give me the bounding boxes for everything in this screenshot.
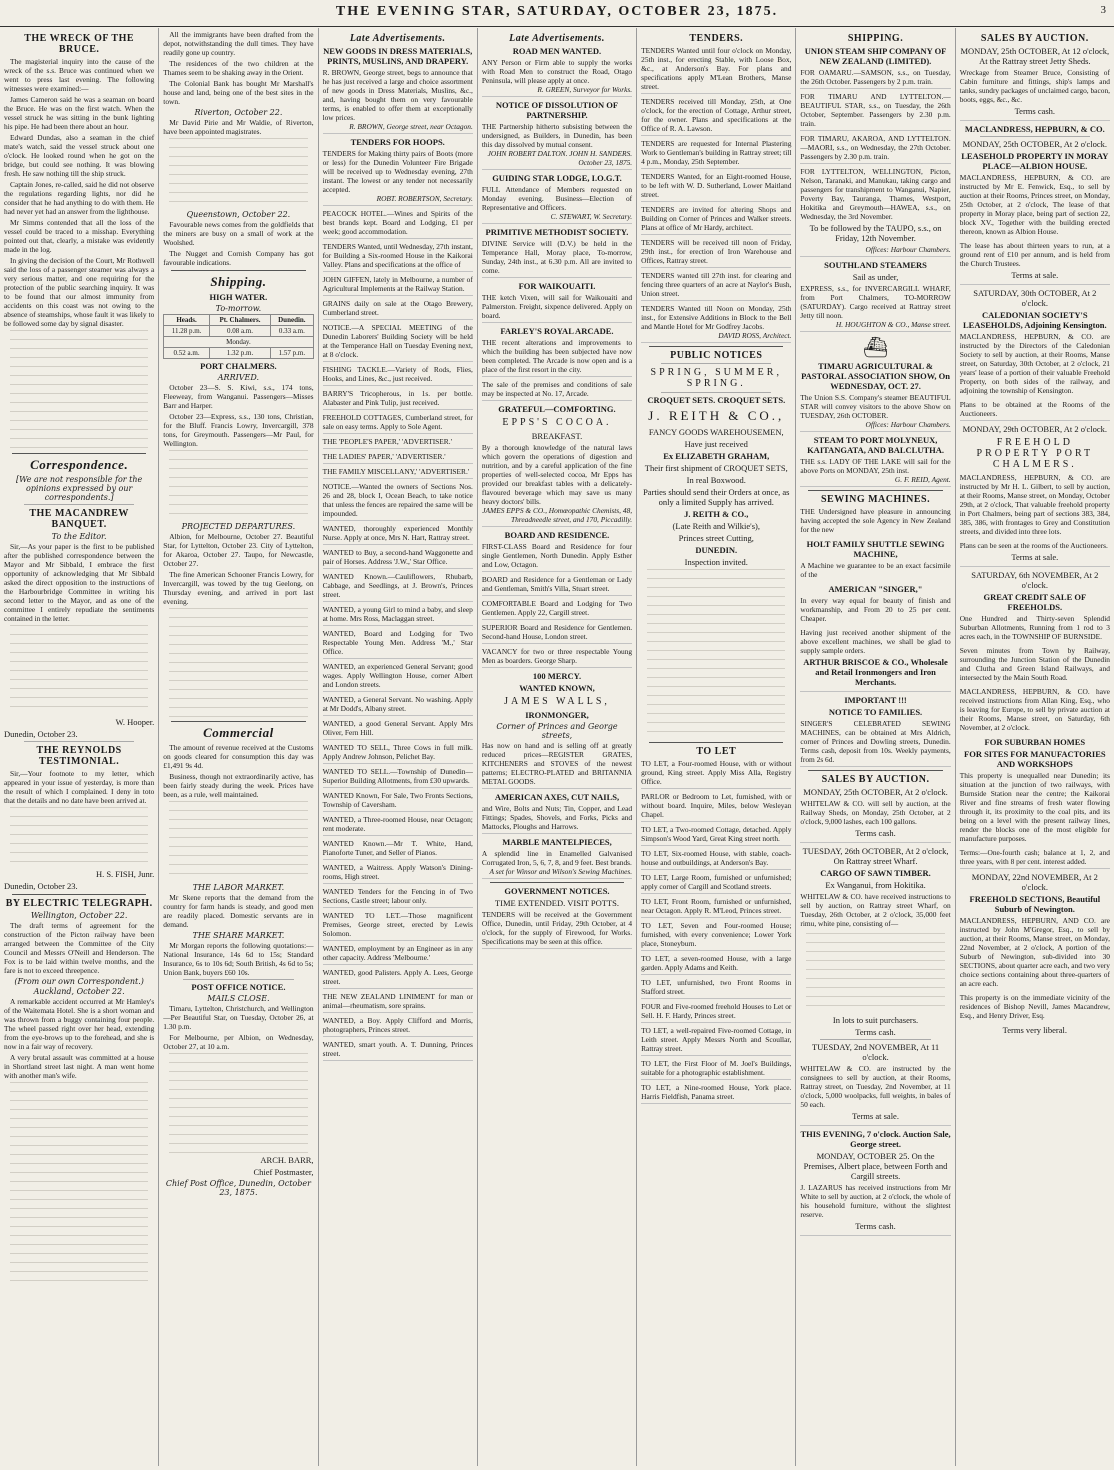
advertisement: WANTED Known, For Sale, Two Fronts Sections, Township of Caversham. [323, 791, 473, 812]
advertisement: NOTICE.—Wanted the owners of Sections Nos. 26 and 28, block I, Ocean Beach, to take notice that unless the fences are repaired the same will be impounded. [323, 482, 473, 521]
section-heading-correspondence: Correspondence. [30, 457, 129, 472]
to-let-ad: FOUR and Five-roomed freehold Houses to Let or Sell. H. F. Hardy, Princes street. [641, 1002, 791, 1023]
advertisement: DIVINE Service will (D.V.) be held in the Temperance Hall, Moray place, To-morrow, Sunday, 24th inst., at 6.30 p.m. All are invited to come. [482, 239, 632, 278]
advertisement: WANTED, a Waitress. Apply Watson's Dining-rooms, High street. [323, 863, 473, 884]
auction-subheading: Ex Wanganui, from Hokitika. [825, 880, 926, 890]
column-text-block [169, 138, 307, 208]
letter-signature: W. Hooper. [115, 717, 155, 727]
section-heading-tenders: TENDERS. [689, 33, 744, 44]
divider [171, 270, 305, 271]
to-let-ad: TO LET, Front Room, furnished or unfurnished, near Octagon. Apply R. M'Leod, Princes street. [641, 897, 791, 918]
newspaper-columns [0, 28, 1114, 1466]
headline-banquet: THE MACANDREW BANQUET. [29, 508, 129, 530]
arrived-heading: ARRIVED. [217, 373, 260, 382]
column-text-block [10, 330, 148, 450]
column-text-block [169, 450, 307, 520]
tide-col-dunedin: Dunedin. [271, 315, 313, 326]
auctioneer-name: MACLANDRESS, HEPBURN, & CO. [964, 124, 1105, 134]
article-paragraph: In giving the decision of the Court, Mr Rothwell said the loss of a passenger steamer was always a very serious matter, and one requiring for the protection of the public searching inquiry. It was to be found that our almost immunity from accidents on this coast was not owing to the absence of steamships, whose fault it was likely to be followed some day by signal disaster. [4, 256, 155, 328]
to-let-ad: TO LET, unfurnished, two Front Rooms in Stafford street. [641, 978, 791, 999]
to-let-ad: TO LET, Large Room, furnished or unfurnished; apply corner of Cargill and Scotland streets. [641, 873, 791, 894]
tide-cell: 0.33 a.m. [271, 326, 313, 337]
auction-date: MONDAY, 25th OCTOBER, At 2 o'clock. [803, 787, 948, 797]
notice-heading: IMPORTANT !!! [844, 695, 907, 705]
ad-heading: TENDERS FOR HOOPS. [350, 137, 445, 147]
letter-date: Dunedin, October 23. [4, 881, 78, 891]
advertisement: TENDERS for Making thirty pairs of Boots (more or less) for the Dunedin Volunteer Fire Brigade will be received up to Wednesday evening, 27th instant. The lowest or any tender not necessarily accepted. ROBT. ROBERTSON, Secretary. [323, 149, 473, 206]
advertisement: THE 'PEOPLE'S PAPER,' 'ADVERTISER.' [323, 437, 473, 449]
auction-terms: Terms cash. [855, 1027, 896, 1037]
ad-heading: GUIDING STAR LODGE, I.O.G.T. [492, 173, 622, 183]
letter-date: Dunedin, October 23. [4, 729, 78, 739]
ad-heading: NEW GOODS IN DRESS MATERIALS, PRINTS, MUSLINS, AND DRAPERY. [323, 46, 473, 66]
divider [649, 742, 783, 743]
newspaper-title: THE EVENING STAR, SATURDAY, OCTOBER 23, 1875. [335, 4, 779, 19]
ad-heading: AMERICAN AXES, CUT NAILS, [494, 792, 620, 802]
timber-list [806, 933, 944, 1013]
masthead [0, 0, 1114, 27]
advertisement: TENDERS Wanted, until Wednesday, 27th instant, for Building a Six-roomed House in the Kaikorai Valley. Plans and specifications at the office of [323, 242, 473, 272]
editor-note: [We are not responsible for the opinions expressed by our correspondents.] [16, 475, 143, 502]
advertisement: WANTED, an experienced General Servant; good wages. Apply Wellington House, corner Albert and London streets. [323, 662, 473, 692]
auction-ad: MACLANDRESS, HEPBURN, AND CO. are instructed by John M'Gregor, Esq., to sell by auction, at their Rooms, Manse street, on Monday, 22nd November, at 2 o'clock, A portion of the Suburb of Newington, sub-divided into 30 SECTIONS, about quarter acre each, and two very choice sections containing about three-quarters of an acre each. [959, 916, 1110, 988]
tide-cell: 11.28 p.m. [164, 326, 210, 337]
sewing-ad: In every way equal for beauty of finish and workmanship, and From 20 to 25 per cent. Cheaper. [800, 596, 951, 623]
divider [24, 504, 134, 505]
ad-subheading: Sail as under, [852, 272, 899, 282]
auction-ad: Seven minutes from Town by Railway, surrounding the Junction Station of the Dunedin and Clutha and Green Island Railways, and intersected by the Main South Road. [959, 646, 1110, 682]
advertisement: SUPERIOR Board and Residence for Gentlemen. Second-hand House, London street. [482, 623, 632, 644]
mail-paragraph: For Melbourne, per Albion, on Wednesday, October 27, at 10 a.m. [163, 1033, 314, 1051]
auction-date: TUESDAY, 26th OCTOBER, At 2 o'clock, On Rattray street Wharf. [802, 846, 949, 866]
sewing-ad: SINGER'S CELEBRATED SEWING MACHINES, can be obtained at Mrs Aldrich, corner of Princes and Dowling streets, Dunedin. Terms cash, deposit from 10s. Weekly payments, from 2s 6d. [800, 719, 950, 767]
column-text-block [169, 608, 307, 718]
advertisement: WANTED Known.—Mr T. White, Hand, Pianoforte Tuner, and Seller of Pianos. [323, 839, 473, 860]
to-let-ad: TO LET, the First Floor of M. Joel's Buildings, suitable for a photographic establishment. [641, 1059, 791, 1080]
advertisement: R. BROWN, George street, begs to announce that he has just received a large and choice assortment of new goods in Dress Materials, Muslins, &c., and, having bought them on very favourable terms, is enabled to offer them at exceptionally low prices. R. BROWN, George street, near Octagon. [323, 68, 473, 134]
shipping-ad: FOR LYTTELTON, WELLINGTON, Picton, Nelson, Taranaki, and Manukau, taking cargo and passengers for transhipment to Wanganui, Napier, Poverty Bay, Tauranga, Thames, Westport, Hokitika and Greymouth—HAWEA, s.s., on Wednesday, the 3rd November. To be followed by the TAUPO, s.s., on Friday, 12th November. Offices: Harbour Chambers. [800, 167, 950, 257]
column-text-block [169, 1053, 307, 1153]
divider [12, 894, 146, 895]
column-text-block [10, 1082, 148, 1282]
ad-heading: FARLEY'S ROYAL ARCADE. [500, 326, 614, 336]
advertisement: JOHN GIFFEN, lately in Melbourne, a number of Agricultural Implements at the Railway Station. [323, 275, 473, 296]
section-heading-shipping-ads: SHIPPING. [847, 33, 904, 44]
ad-heading: PRIMITIVE METHODIST SOCIETY. [485, 227, 629, 237]
advertisement: FULL Attendance of Members requested on Monday evening. Business—Election of Representative and Officers. C. STEWART, W. Secretary. [482, 185, 632, 224]
auction-ad: MACLANDRESS, HEPBURN, & CO. are instructed by Mr H. L. Gilbert, to sell by auction, at their Rooms, Manse street, on Monday, October 29th, at 2 o'clock, That valuable freehold property in Port Chalmers, being part of sections 383, 384, 385, 386, with frontages to Grey and Constitution streets, and divided into three lots. [959, 473, 1110, 536]
ad-heading: MARBLE MANTELPIECES, [502, 837, 612, 847]
shipping-paragraph: October 23—Express, s.s., 130 tons, Christian, for the Bluff. Francis Lowry, Invercargill, 378 tons, for Greymouth. Passengers—Mr Paul, for Wellington. [163, 412, 314, 448]
divider [24, 741, 134, 742]
advertisement: The sale of the premises and conditions of sale may be inspected at No. 17, Arcade. [482, 380, 632, 401]
advertisement: WANTED, thoroughly experienced Monthly Nurse. Apply at once, Mrs N. Hart, Rattray street. [323, 524, 473, 545]
advertisement: WANTED, a Boy. Apply Clifford and Morris, photographers, Princes street. [323, 1016, 473, 1037]
divider [808, 490, 942, 491]
shipping-ad: The Union S.S. Company's steamer BEAUTIFUL STAR will convey visitors to the above Show on TUESDAY, 26th OCTOBER. Offices: Harbour Chambers. [800, 393, 950, 432]
auction-heading: LEASEHOLD PROPERTY IN MORAY PLACE—ALBION HOUSE. [961, 151, 1109, 171]
divider [661, 363, 771, 364]
section-heading-sewing: SEWING MACHINES. [820, 494, 931, 505]
steamship-icon: ⛴ [862, 335, 889, 359]
reith-city: DUNEDIN. [695, 545, 738, 555]
shipping-paragraph: October 23—S. S. Kiwi, s.s., 174 tons, Fleeweay, from Wanganui. Passengers—Misses Barr and Harper. [163, 383, 314, 410]
column-6 [796, 28, 955, 1466]
tide-day: Monday. [164, 337, 313, 348]
departures-heading: PROJECTED DEPARTURES. [181, 522, 296, 531]
reith-line: (Late Reith and Wilkie's), [672, 521, 760, 531]
post-office-date: Chief Post Office, Dunedin, October 23, 1875. [165, 1179, 311, 1197]
tender-ad: TENDERS Wanted, for an Eight-roomed House, to be left with W. D. Sutherland, Lower Maitland street. [641, 172, 791, 202]
auction-date: MONDAY, OCTOBER 25. On the Premises, Albert place, between Forth and Cargill streets. [803, 1151, 948, 1181]
reith-name: J. REITH & CO., [684, 509, 749, 519]
ad-heading: WANTED KNOWN, [519, 683, 595, 693]
auction-ad: Terms:—One-fourth cash; balance at 1, 2, and three years, with 8 per cent. interest added. [960, 848, 1110, 869]
auction-ad: MACLANDRESS, HEPBURN, & CO. have received instructions from Allan King, Esq., who is leaving for Europe, to sell by private auction at their Rooms, Manse street, on Saturday, 6th November, at 2 o'clock. [959, 687, 1110, 732]
auction-ad: This property is unequalled near Dunedin; its situation at the junction of two railways, with Burnside Station near the centre; the Kaikorai River and fine streams of fresh water flowing through it, its proximity to the coal pits, and its being on a level with the present railway lines, render the blocks one of the most eligible for manufacture purposes. [959, 771, 1110, 843]
shipping-ad: FOR TIMARU, AKAROA, AND LYTTELTON.—MAORI, s.s., on Wednesday, the 27th October. Passengers by 2.30 p.m. train. [800, 134, 950, 164]
tide-table [163, 314, 313, 359]
advertisement: TENDERS will be received at the Government Office, Dunedin, until Friday, 29th October, at 4 o'clock, for the supply of Firewood, for Works. Specifications may be seen at this office. [482, 910, 632, 949]
commercial-paragraph: Mr Morgan reports the following quotations:—National Insurance, 14s 6d to 15s; Standard Insurance, 6s to 10s 6d; South British, 4s 6d to 5s; Union Bank, buyers £60 10s. [163, 941, 314, 977]
commercial-paragraph: Business, though not extraordinarily active, has been fairly steady during the week. Prices have been, as a rule, well maintained. [163, 772, 314, 799]
dateline: Auckland, October 22. [33, 987, 125, 996]
dateline: Riverton, October 22. [194, 108, 283, 117]
auction-date: SATURDAY, 6th NOVEMBER, At 2 o'clock. [971, 570, 1099, 590]
advertisement: THE Partnership hitherto subsisting between the undersigned, as Builders, in Dunedin, has been this day dissolved by mutual consent. JOHN ROBERT DALTON. JOHN H. SANDERS. October 23, 1875. [482, 122, 632, 170]
reith-line: Princes street Cutting, [678, 533, 754, 543]
auction-heading: FREEHOLD SECTIONS, Beautiful Suburb of Newington. [969, 894, 1101, 914]
auction-ad: MACLANDRESS, HEPBURN, & CO. are instructed by Mr E. Fenwick, Esq., to sell by auction at their Rooms, Princes street, on Monday, 25th October, at 2 o'clock, The lease of that property in Moray place, being part of section 22, block XV., Together with the building erected thereon, known as Albion House. [959, 173, 1110, 236]
to-let-ad: TO LET, Seven and Four-roomed House; furnished, with every convenience; Lower York place, Stoneyburn. [641, 921, 791, 951]
commercial-paragraph: The amount of revenue received at the Customs on goods cleared for consumption this day was £1,491 9s 4d. [163, 743, 314, 770]
divider [183, 979, 293, 980]
tender-ad: TENDERS Wanted till Noon on Monday, 25th inst., for Extensive Additions in Block to the Bell and Mantle Hotel for Mr Godfrey Jacobs. DAVID ROSS, Architect. [641, 304, 791, 343]
advertisement: WANTED TO SELL, Three Cows in full milk. Apply Andrew Johnson, Pelichet Bay. [323, 743, 473, 764]
auction-ad: WHITELAW & CO. have received instructions to sell by auction, on Rattray street Wharf, on Tuesday, 26th October, at 2 o'clock, 35,000 feet rimu, white pine, consisting of— [800, 892, 951, 928]
auction-date: MONDAY, 22nd NOVEMBER, At 2 o'clock. [971, 872, 1098, 892]
auction-heading: FOR SITES FOR MANUFACTORIES AND WORKSHOPS [964, 749, 1106, 769]
reith-line: Their first shipment of CROQUET SETS, [644, 463, 788, 473]
section-heading-auction: SALES BY AUCTION. [980, 33, 1089, 44]
advertisement: PEACOCK HOTEL.—Wines and Spirits of the best brands kept. Board and Lodging, £1 per week; good accommodation. [323, 209, 473, 239]
advertisement: A splendid line in Enamelled Galvanised Corrugated Iron, 5, 6, 7, 8, and 9 feet. Best brands. A set for Winsor and Wilson's Sewing Machines. [482, 849, 632, 879]
divider [490, 882, 624, 883]
to-let-ad: TO LET, Six-roomed House, with stable, coach-house and outbuildings, at Anderson's Bay. [641, 849, 791, 870]
article-paragraph: Favourable news comes from the goldfields that the miners are busy on a small of work at the Woolshed. [163, 220, 314, 247]
ad-subheading: BREAKFAST. [531, 431, 583, 441]
port-heading: PORT CHALMERS. [200, 361, 277, 371]
letter-paragraph: Sir,—As your paper is the first to be published after the published correspondence between the Mayor and Mr Sibbald, I embrace the first opportunity of acknowledging that Mr Sibbald asked the direct opposition to the instructions of the Harbourbridge Committee in writing his second letter to the Mayor, and as one of the committee I entirely repudiate the sentiments contained in the letter. [4, 542, 155, 623]
reith-line: In real Boxwood. [686, 475, 746, 485]
auction-heading: FOR SUBURBAN HOMES [984, 737, 1086, 747]
advertisement: WANTED, a young Girl to mind a baby, and sleep at home. Mrs Ross, Maclaggan street. [323, 605, 473, 626]
auction-ad: The lease has about thirteen years to run, at a ground rent of £10 per annum, and is held from the Church Trustees. Terms at sale. [960, 241, 1110, 285]
advertisement: FREEHOLD COTTAGES, Cumberland street, for sale on easy terms. Apply to Sole Agent. [323, 413, 473, 434]
advertisement: By a thorough knowledge of the natural laws which govern the operations of digestion and nutrition, and by a careful application of the fine properties of well-selected cocoa, Mr Epps has provided our breakfast tables with a delicately-flavoured beverage which may save us many heavy doctors' bills. JAMES EPPS & CO., Homœopathic Chemists, 48, Threadneedle street, and 170, Piccadilly. [482, 443, 632, 527]
to-let-ad: TO LET, a Four-roomed House, with or without ground, King street. Apply Miss Alla, Registry Office. [641, 759, 791, 789]
article-paragraph: A very brutal assault was committed at a house in Shortland street last night. A man went home with another man's wife. [4, 1053, 155, 1080]
tide-cell: 0.52 a.m. [164, 348, 210, 359]
tide-cell: 1.32 p.m. [209, 348, 270, 359]
section-heading-shipping: Shipping. [210, 274, 267, 289]
column-text-block [10, 807, 148, 867]
post-office-heading: POST OFFICE NOTICE. [191, 982, 286, 992]
letter-paragraph: Sir,—Your footnote to my letter, which appeared in your issue of yesterday, is more than the result of which I complained. I deny in toto that the details and no date have been arrived at. [4, 769, 155, 805]
tender-ad: TENDERS are requested for Internal Plastering Work to Gentleman's building in Rattray street; till 4 p.m., Monday, 25th September. [641, 139, 791, 169]
advertisement: ANY Person or Firm able to supply the works with Road Men to construct the Road, Otago Peninsula, will please apply at once. R. GREEN, Surveyor for Works. [482, 58, 632, 97]
tender-ad: TENDERS Wanted until four o'clock on Monday, 25th inst., for erecting Stable, with Loose Box, &c., at Anderson's Bay. For plans and specifications apply M'Lean Brothers, Manse street. [641, 46, 791, 94]
auction-heading: GREAT CREDIT SALE OF FREEHOLDS. [983, 592, 1087, 612]
section-heading-public-notices: PUBLIC NOTICES [670, 350, 763, 361]
ad-heading: GRATEFUL—COMFORTING. [498, 404, 616, 414]
company-name: UNION STEAM SHIP COMPANY OF NEW ZEALAND (LIMITED). [804, 46, 947, 66]
section-heading-late-ads: Late Advertisements. [349, 33, 446, 44]
tender-ad: TENDERS received till Monday, 25th, at One o'clock, for the erection of Cottage, Arthur street, for the owner. Plans and specifications at the Office of R. A. Lawson. [641, 97, 791, 136]
auction-ad: Plans can be seen at the rooms of the Auctioneers. Terms at sale. [960, 541, 1110, 567]
reith-line: Inspection invited. [684, 557, 748, 567]
ad-heading: STEAM TO PORT MOLYNEUX, KAITANGATA, AND BALCLUTHA. [807, 435, 945, 455]
advertisement: THE NEW ZEALAND LINIMENT for man or animal—rheumatism, sore sprains. [323, 992, 473, 1013]
share-heading: THE SHARE MARKET. [192, 931, 285, 940]
auction-note: In lots to suit purchasers. [832, 1015, 919, 1025]
tide-col-chalmers: Pt. Chalmers. [209, 315, 270, 326]
tender-ad: TENDERS will be received till noon of Friday, 29th inst., for erection of Iron Warehouse and Offices, Rattray street. [641, 238, 791, 268]
divider [12, 453, 146, 454]
advertisement: Has now on hand and is selling off at greatly reduced prices—REGISTER GRATES, KITCHENERS and STOVES of the newest patterns; ELECTRO-PLATED and BRITANNIA METAL GOODS. [482, 741, 632, 789]
sewing-ad: Having just received another shipment of the above excellent machines, we shall be glad to supply sample orders. ARTHUR BRISCOE & CO., Wholesale and Retail Ironmongers and Iron Merchants. [800, 628, 950, 692]
auction-heading: FREEHOLD PROPERTY PORT CHALMERS. [976, 437, 1094, 470]
shipping-ad: FOR TIMARU AND LYTTELTON.—BEAUTIFUL STAR, s.s., on Tuesday, the 26th October, September. Passengers by 2.30 p.m. train. [800, 92, 950, 131]
shipping-ad: EXPRESS, s.s., for INVERCARGILL WHARF, from Port Chalmers, TO-MORROW (SATURDAY). Cargo received at Rattray street Jetty till noon. H. HOUGHTON & CO., Manse street. [800, 284, 950, 332]
tide-title: HIGH WATER. [209, 292, 268, 302]
headline-testimonial: THE REYNOLDS TESTIMONIAL. [36, 745, 122, 767]
ad-heading: BOARD AND RESIDENCE. [504, 530, 610, 540]
auction-terms: Terms very liberal. [1002, 1025, 1067, 1035]
sewing-ad: THE Undersigned have pleasure in announcing having accepted the sole Agency in New Zealand for the new [800, 507, 951, 534]
article-paragraph: The draft terms of agreement for the construction of the Picton railway have been arranged between the Committee of the City Council and Messrs O'Neill and Henderson. The Fox is to be laid within twelve months, and the fare is not to exceed threepence. [4, 921, 155, 975]
to-let-ad: PARLOR or Bedroom to Let, furnished, with or without board. Inquire, Miles, below Wesleyan Chapel. [641, 792, 791, 822]
ad-name: JAMES WALLS, [504, 696, 610, 707]
mail-paragraph: Timaru, Lyttelton, Christchurch, and Wellington—Per Beautiful Star, on Tuesday, October 26, at 1.30 p.m. [163, 1004, 314, 1031]
ad-heading: TIME EXTENDED. VISIT POTTS. [494, 898, 620, 908]
auction-ad: This property is on the immediate vicinity of the residences of Bishop Nevill, James Macandrew, Esq., and Henry Driver, Esq. [959, 993, 1110, 1020]
column-text-block [647, 569, 785, 739]
section-heading-government: GOVERNMENT NOTICES. [504, 886, 610, 896]
dateline: Wellington, October 22. [30, 911, 128, 920]
divider [171, 721, 305, 722]
auction-date: MONDAY, 25th OCTOBER, At 12 o'clock, At the Rattray street Jetty Sheds. [960, 46, 1110, 66]
divider [980, 136, 1090, 137]
advertisement: NOTICE.—A SPECIAL MEETING of the Dunedin Laborers' Building Society will be held at the Temperance Hall on Tuesday Evening next, at 8 o'clock. [323, 323, 473, 362]
divider [661, 392, 771, 393]
auction-date: SATURDAY, 30th OCTOBER, At 2 o'clock. [973, 288, 1097, 308]
advertisement: WANTED, good Palisters. Apply A. Lees, George street. [323, 968, 473, 989]
ad-heading: NOTICE OF DISSOLUTION OF PARTNERSHIP. [495, 100, 619, 120]
article-paragraph: The Nugget and Cornish Company has got favourable indications. [163, 249, 314, 267]
tide-cell: 1.57 p.m. [271, 348, 313, 359]
shipping-paragraph: Albion, for Melbourne, October 27. Beautiful Star, for Lyttelton, October 23. City of Lyttelton, for Akaroa, October 27. Taupo, for Newcastle, October 27. [163, 532, 314, 568]
advertisement: WANTED, employment by an Engineer as in any other capacity. Address 'Melbourne.' [323, 944, 473, 965]
ad-heading: SOUTHLAND STEAMERS [824, 260, 927, 270]
auction-ad: One Hundred and Thirty-seven Splendid Suburban Allotments, Running from 1 rod to 3 acres each, in the TOWNSHIP OF BURNSIDE. [959, 614, 1110, 641]
advertisement: BOARD and Residence for a Gentleman or Lady and Gentleman, Smith's Villa, Stuart street. [482, 575, 632, 596]
tide-day: To-morrow. [215, 304, 262, 313]
byline: (From our own Correspondent.) [14, 977, 144, 986]
column-5 [637, 28, 796, 1466]
divider [820, 1039, 930, 1040]
ad-heading: ROAD MEN WANTED. [512, 46, 602, 56]
sewing-product: AMERICAN "SINGER," [828, 584, 923, 594]
advertisement: WANTED Known.—Cauliflowers, Rhubarb, Cabbage, and Seedlings, at J. Brown's, Princes street. [323, 572, 473, 602]
column-1 [0, 28, 159, 1466]
section-heading-late-ads: Late Advertisements. [509, 33, 605, 44]
to-let-ad: TO LET, a Nine-roomed House, York place. Harris Fieldfish, Panama street. [641, 1083, 791, 1104]
advertisement: WANTED Tenders for the Fencing in of Two Sections, Castle street; labour only. [323, 887, 473, 908]
divider [649, 346, 783, 347]
auction-date: MONDAY, 29th OCTOBER, At 2 o'clock. [962, 424, 1108, 434]
show-heading: TIMARU AGRICULTURAL & PASTORAL ASSOCIATION SHOW, On WEDNESDAY, OCT. 27. [801, 361, 951, 391]
column-text-block [169, 801, 307, 881]
column-4 [478, 28, 637, 1466]
sewing-product: HOLT FAMILY SHUTTLE SEWING MACHINE, [806, 539, 945, 559]
advertisement: VACANCY for two or three respectable Young Men as boarders. George Sharp. [482, 647, 632, 668]
reith-line: Have just received [684, 439, 748, 449]
reith-ship: Ex ELIZABETH GRAHAM, [663, 451, 770, 461]
advertisement: THE FAMILY MISCELLANY,' 'ADVERTISER.' [323, 467, 473, 479]
advertisement: THE ketch Vixen, will sail for Waikouaiti and Palmerston. Freight, sixpence delivered. Apply on board. [482, 293, 632, 323]
column-text-block [10, 625, 148, 715]
article-paragraph: James Cameron said he was a seaman on board the Bruce. He was on the first watch. When the vessel struck he was sitting in the bunk lighting his pipe. He had been there about an hour. [4, 95, 155, 131]
shipping-ad: FOR OAMARU.—SAMSON, s.s., on Tuesday, the 26th October. Passengers by 2 p.m. train. [800, 68, 950, 89]
advertisement: WANTED TO SELL.—Township of Dunedin—Superior Building Allotments, from £30 upwards. [323, 767, 473, 788]
advertisement: WANTED, Board and Lodging for Two Respectable Young Men. Address 'M.,' Star Office. [323, 629, 473, 659]
auction-ad: J. LAZARUS has received instructions from Mr White to sell by auction, at 2 o'clock, the whole of his household furniture, without the slightest reserve. Terms cash. [800, 1183, 950, 1236]
section-heading-auction: SALES BY AUCTION. [821, 774, 930, 785]
reith-line: Parties should send their Orders at once, as only a limited Supply has arrived. [643, 487, 790, 507]
article-paragraph: The magisterial inquiry into the cause of the wreck of the s.s. Bruce was continued when we went to press last evening. The following witnesses were examined:— [4, 57, 155, 93]
ad-heading-epps: EPPS'S COCOA. [502, 417, 612, 428]
notice-heading: NOTICE TO FAMILIES. [828, 707, 923, 717]
tide-col-heads: Heads. [164, 315, 210, 326]
reith-trade: FANCY GOODS WAREHOUSEMEN, [648, 427, 784, 437]
advertisement: THE recent alterations and improvements to which the building has been subjected have now been completed. The Arcade is now open and is a place of the first resort in the city. [482, 338, 632, 377]
letter-signature: H. S. FISH, Junr. [95, 869, 155, 879]
advertisement: WANTED TO LET.—Those magnificent Premises, George street, erected by Lewis Solomon. [323, 911, 473, 941]
advertisement: and Wire, Bolts and Nuts; Tin, Copper, and Lead Fittings; Spades, Shovels, and Forks, Picks and Mattocks, Ploughs and Harrows. [482, 804, 632, 834]
postmaster-title: Chief Postmaster, [253, 1167, 314, 1177]
column-2 [159, 28, 318, 1466]
auction-ad: WHITELAW & CO. are instructed by the consignees to sell by auction, at their Rooms, Rattray street, on Tuesday, 2nd November, at 11 o'clock, 5,000 woolpacks, full weights, in bales of 50 each. Terms at sale. [800, 1064, 950, 1126]
ad-trade: IRONMONGER, [525, 710, 589, 720]
auction-ad: Plans to be obtained at the Rooms of the Auctioneers. [960, 400, 1110, 421]
article-paragraph: A remarkable accident occurred at Mr Hamley's of the Waitemata Hotel. She is a short woman and was thrown from a buggy containing four people. The wheel passed right over her head, extending from the eye-brows up to the forehead, and she is now in a fair way of recovery. [4, 997, 155, 1051]
article-paragraph: All the immigrants have been drafted from the depot, notwithstanding the dull times. They have readily gone up country. [163, 30, 314, 57]
article-paragraph: The Colonial Bank has bought Mr Marshall's house and land, being one of the best sites in the town. [163, 79, 314, 106]
advertisement: WANTED, a good General Servant. Apply Mrs Oliver, Fern Hill. [323, 719, 473, 740]
advertisement: FISHING TACKLE.—Variety of Rods, Flies, Hooks, and Lines, &c., just received. [323, 365, 473, 386]
ad-heading: FOR WAIKOUAITI. [518, 281, 596, 291]
advertisement: THE LADIES' PAPER,' 'ADVERTISER.' [323, 452, 473, 464]
headline-wreck: THE WRECK OF THE BRUCE. [24, 33, 135, 55]
mails-heading: MAILS CLOSE. [207, 994, 270, 1003]
to-let-ad: TO LET, a seven-roomed House, with a large garden. Apply Adams and Keith. [641, 954, 791, 975]
article-paragraph: Edward Dundas, also a seaman in the chief mate's watch, said the vessel struck about one o'clock. He looked round when he got on the bridge, but could see nothing. It was blowing fresh. He saw nothing till the ship struck. [4, 133, 155, 178]
column-3 [319, 28, 478, 1466]
advertisement: WANTED to Buy, a second-hand Waggonette and pair of Horses. Address 'J.W.,' Star Office. [323, 548, 473, 569]
divider [808, 770, 942, 771]
reith-name: J. REITH & CO., [648, 408, 785, 423]
commercial-paragraph: Mr Skene reports that the demand from the country for farm hands is steady, and good men are readily placed. Domestic servants are in demand. [163, 893, 314, 929]
advertisement: BARRY'S Tricopherous, in 1s. per bottle. Alabaster and Pink Tulip, just received. [323, 389, 473, 410]
tide-cell: 0.08 a.m. [209, 326, 270, 337]
labour-heading: THE LABOR MARKET. [192, 883, 285, 892]
advertisement: WANTED, smart youth. A. T. Dunning, Princes street. [323, 1040, 473, 1061]
advertisement: WANTED, a General Servant. No washing. Apply at Mr Dodd's, Albany street. [323, 695, 473, 716]
advertisement: GRAINS daily on sale at the Otago Brewery, Cumberland street. [323, 299, 473, 320]
to-let-ad: TO LET, a Two-roomed Cottage, detached. Apply Simpson's Wood Yard, Great King street north. [641, 825, 791, 846]
advertisement: FIRST-CLASS Board and Residence for four single Gentlemen, North Dunedin. Apply Esther and Low, Octagon. [482, 542, 632, 572]
to-let-ad: TO LET, a well-repaired Five-roomed Cottage, in Leith street. Apply Messrs North and Scoullar, Rattray street. [641, 1026, 791, 1056]
advertisement: WANTED, a Three-roomed House, near Octagon; rent moderate. [323, 815, 473, 836]
advertisement: COMFORTABLE Board and Lodging for Two Gentlemen. Apply 22, Cargill street. [482, 599, 632, 620]
dateline: Queenstown, October 22. [186, 210, 291, 219]
auction-ad: WHITELAW & CO. will sell by auction, at the Railway Sheds, on Monday, 25th October, at 2 o'clock, 9,000 lashes, each 100 gallons. Terms cash. [800, 799, 950, 843]
ad-heading: 100 MERCY. [532, 671, 582, 681]
shipping-paragraph: The fine American Schooner Francis Lowry, for Invercargill, was towed by the tug Geelong, on Thursday evening, and arrived in port last evening. [163, 570, 314, 606]
tender-ad: TENDERS are invited for altering Shops and Building on Corner of Princes and Walker streets. Plans at office of Mr Hardy, architect. [641, 205, 791, 235]
article-paragraph: Mr David Pirie and Mr Waldie, of Riverton, have been appointed magistrates. [163, 118, 314, 136]
postmaster-signature: ARCH. BARR, [260, 1155, 314, 1165]
salutation: To the Editor. [51, 532, 107, 541]
column-7 [956, 28, 1114, 1466]
section-heading-commercial: Commercial [203, 725, 274, 740]
auction-date: MONDAY, 25th OCTOBER, At 2 o'clock. [962, 139, 1108, 149]
notice-heading: CROQUET SETS. CROQUET SETS. [647, 395, 786, 405]
auction-heading: CALEDONIAN SOCIETY'S LEASEHOLDS, Adjoining Kensington. [963, 310, 1107, 330]
auction-ad: Wreckage from Steamer Bruce, Consisting of Cabin furniture and fittings, ship's lamps and tanks, sundry packages of unclaimed cargo, bacon, boots, eggs, &c., &c. Terms cash. [960, 68, 1110, 121]
page-number: 3 [1100, 4, 1106, 16]
auction-date: THIS EVENING, 7 o'clock. Auction Sale, George street. [800, 1129, 951, 1149]
auction-date: TUESDAY, 2nd NOVEMBER, At 11 o'clock. [811, 1042, 940, 1062]
ad-address: Corner of Princes and George streets, [496, 722, 618, 740]
notice-heading: SPRING, SUMMER, SPRING. [650, 367, 782, 389]
section-heading-to-let: TO LET [696, 746, 737, 757]
sewing-ad: A Machine we guarantee to be an exact facsimile of the [800, 561, 951, 579]
auction-heading: CARGO OF SAWN TIMBER. [820, 868, 931, 878]
headline-telegraph: BY ELECTRIC TELEGRAPH. [5, 898, 153, 909]
auction-ad: MACLANDRESS, HEPBURN, & CO. are instructed by the Directors of the Caledonian Society to sell by auction, at their Rooms, Manse street, on Saturday, 30th October, at 2 o'clock, 21 years' lease of a portion of their valuable Freehold Property, on both sides of the railway, and adjoining the township of Kensington. [959, 332, 1110, 395]
shipping-ad: THE s.s. LADY OF THE LAKE will sail for the above Ports on MONDAY, 25th inst. G. F. REID, Agent. [800, 457, 950, 487]
tender-ad: TENDERS wanted till 27th inst. for clearing and fencing three quarters of an acre at Naylor's Bush, Union street. [641, 271, 791, 301]
article-paragraph: Captain Jones, re-called, said he did not observe the regulations regarding lights, nor did he consider that he had anything to do with them. He had never yet had an answer from the lighthouse. [4, 180, 155, 216]
article-paragraph: Mr Simms contended that all the loss of the vessel could be traced to a misshap. Everything pointed out that, clearly, a mistake was evidently made in the log. [4, 218, 155, 254]
article-paragraph: The residences of the two children at the Thames seem to be shaking away in the Orient. [163, 59, 314, 77]
